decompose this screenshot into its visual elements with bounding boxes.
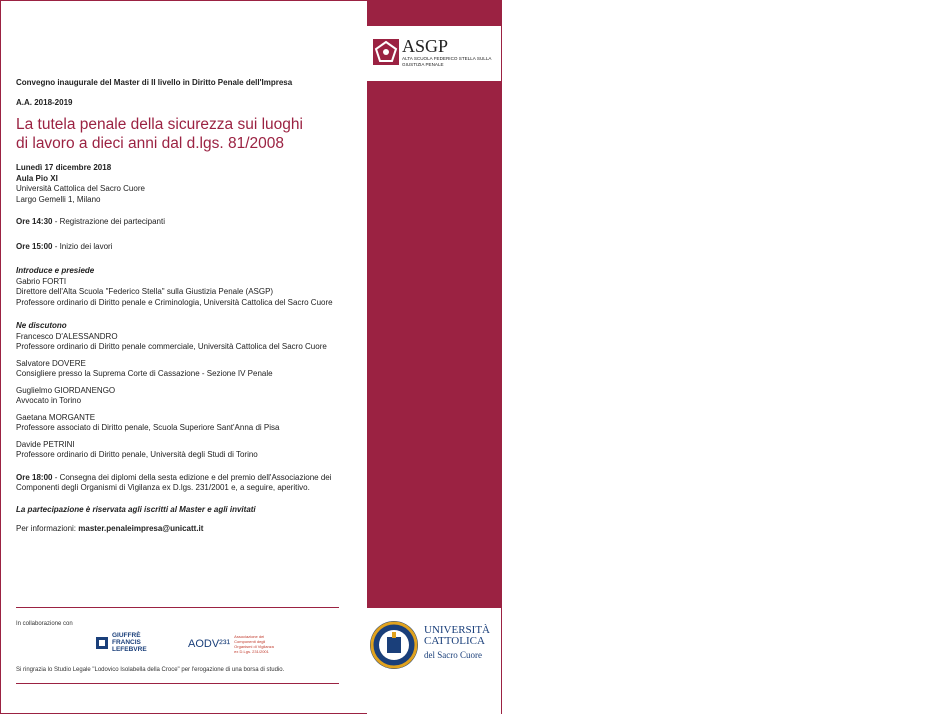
- bottom-divider: [16, 683, 339, 684]
- main-content: [16, 78, 346, 535]
- speaker-name: Gaetana MORGANTE: [16, 412, 96, 422]
- university-seal-icon: [369, 620, 419, 670]
- speaker-item: [16, 332, 346, 353]
- speaker-role: Avvocato in Torino: [16, 396, 82, 405]
- aodv-mark: AODV²³¹: [188, 638, 231, 650]
- collaboration-label: In collaborazione con: [16, 621, 73, 627]
- chair-role-2: Professore ordinario di Diritto penale e Criminologia, Università Cattolica del Sacro Cuore: [16, 297, 333, 307]
- event-room: Aula Pio XI: [16, 173, 58, 183]
- university-name: [424, 625, 490, 647]
- event-date: Lunedì 17 dicembre 2018: [16, 163, 112, 172]
- speaker-item: [16, 413, 346, 434]
- speaker-role: Professore associato di Diritto penale, Scuola Superiore Sant'Anna di Pisa: [16, 423, 280, 432]
- thanks-note: Si ringrazia lo Studio Legale "Lodovico Isolabella della Croce" per l'erogazione di una borsa di studio.: [16, 667, 285, 673]
- panel-heading: Ne discutono: [16, 321, 67, 330]
- giuffre-line2: FRANCIS: [112, 639, 141, 646]
- schedule-time: Ore 15:00: [16, 241, 53, 251]
- schedule-time: Ore 18:00: [16, 472, 53, 482]
- speaker-name: Davide PETRINI: [16, 439, 75, 449]
- aodv-description: Associazione dei Componenti degli Organismi di Vigilanza ex D.Lgs. 231/2001: [234, 634, 274, 654]
- speaker-name: Guglielmo GIORDANENGO: [16, 385, 116, 395]
- giuffre-logo-icon: [96, 637, 108, 649]
- chair-section: [16, 266, 346, 308]
- speaker-item: [16, 440, 346, 461]
- giuffre-line3: LEFEBVRE: [112, 646, 147, 653]
- event-title: [16, 115, 346, 153]
- info-label: Per informazioni:: [16, 524, 79, 533]
- chair-heading: Introduce e presiede: [16, 266, 95, 275]
- side-band-top: [367, 0, 501, 26]
- academic-year: A.A. 2018-2019: [16, 97, 73, 107]
- panel-section: [16, 321, 346, 461]
- title-line2: di lavoro a dieci anni dal d.lgs. 81/2008: [16, 135, 284, 152]
- schedule-time: Ore 14:30: [16, 217, 53, 226]
- asgp-subtitle: ALTA SCUOLA FEDERICO STELLA SULLA GIUSTIZIA PENALE: [402, 56, 492, 67]
- speaker-item: [16, 386, 346, 407]
- schedule-item-start: [16, 242, 346, 253]
- university-name-line1: UNIVERSITÀ: [424, 624, 490, 636]
- asgp-logo-icon: [372, 38, 400, 66]
- asgp-name: ASGP: [402, 36, 449, 56]
- giuffre-logo: [96, 632, 147, 653]
- aodv-logo: [188, 634, 274, 654]
- schedule-text: - Registrazione dei partecipanti: [52, 217, 165, 226]
- schedule-item-diplomas: [16, 473, 346, 494]
- participation-note: La partecipazione è riservata agli iscritti al Master e agli invitati: [16, 504, 256, 514]
- footer-divider: [16, 607, 339, 608]
- speaker-role: Consigliere presso la Suprema Corte di Cassazione - Sezione IV Penale: [16, 369, 273, 378]
- chair-role-1: Direttore dell'Alta Scuola "Federico Stella" sulla Giustizia Penale (ASGP): [16, 287, 274, 296]
- speaker-name: Salvatore DOVERE: [16, 358, 86, 368]
- speaker-item: [16, 359, 346, 380]
- side-band: [367, 81, 501, 608]
- info-line: [16, 524, 346, 535]
- info-email-link[interactable]: master.penaleimpresa@unicatt.it: [78, 524, 204, 533]
- university-name-line2: CATTOLICA: [424, 635, 485, 647]
- event-details: [16, 163, 346, 205]
- speaker-role: Professore ordinario di Diritto penale commerciale, Università Cattolica del Sacro Cuore: [16, 342, 327, 351]
- speaker-name: Francesco D'ALESSANDRO: [16, 331, 118, 341]
- event-venue: Università Cattolica del Sacro Cuore: [16, 184, 145, 193]
- event-address: Largo Gemelli 1, Milano: [16, 194, 101, 204]
- schedule-text: - Inizio dei lavori: [52, 241, 113, 251]
- giuffre-line1: GIUFFRÈ: [112, 632, 141, 639]
- event-kicker: Convegno inaugurale del Master di II livello in Diritto Penale dell'Impresa: [16, 78, 293, 87]
- chair-name: Gabrio FORTI: [16, 276, 67, 286]
- giuffre-logo-text: [112, 632, 147, 653]
- university-subtitle: del Sacro Cuore: [424, 650, 482, 660]
- schedule-text: - Consegna dei diplomi della sesta edizione e del premio dell'Associazione dei Componenti degli Organismi di Vigilanza ex D.lgs. 231/2001 e, a seguire, aperitivo.: [16, 472, 332, 492]
- schedule-item-registration: [16, 217, 346, 228]
- speaker-role: Professore ordinario di Diritto penale, Università degli Studi di Torino: [16, 450, 258, 459]
- title-line1: La tutela penale della sicurezza sui luoghi: [16, 116, 303, 133]
